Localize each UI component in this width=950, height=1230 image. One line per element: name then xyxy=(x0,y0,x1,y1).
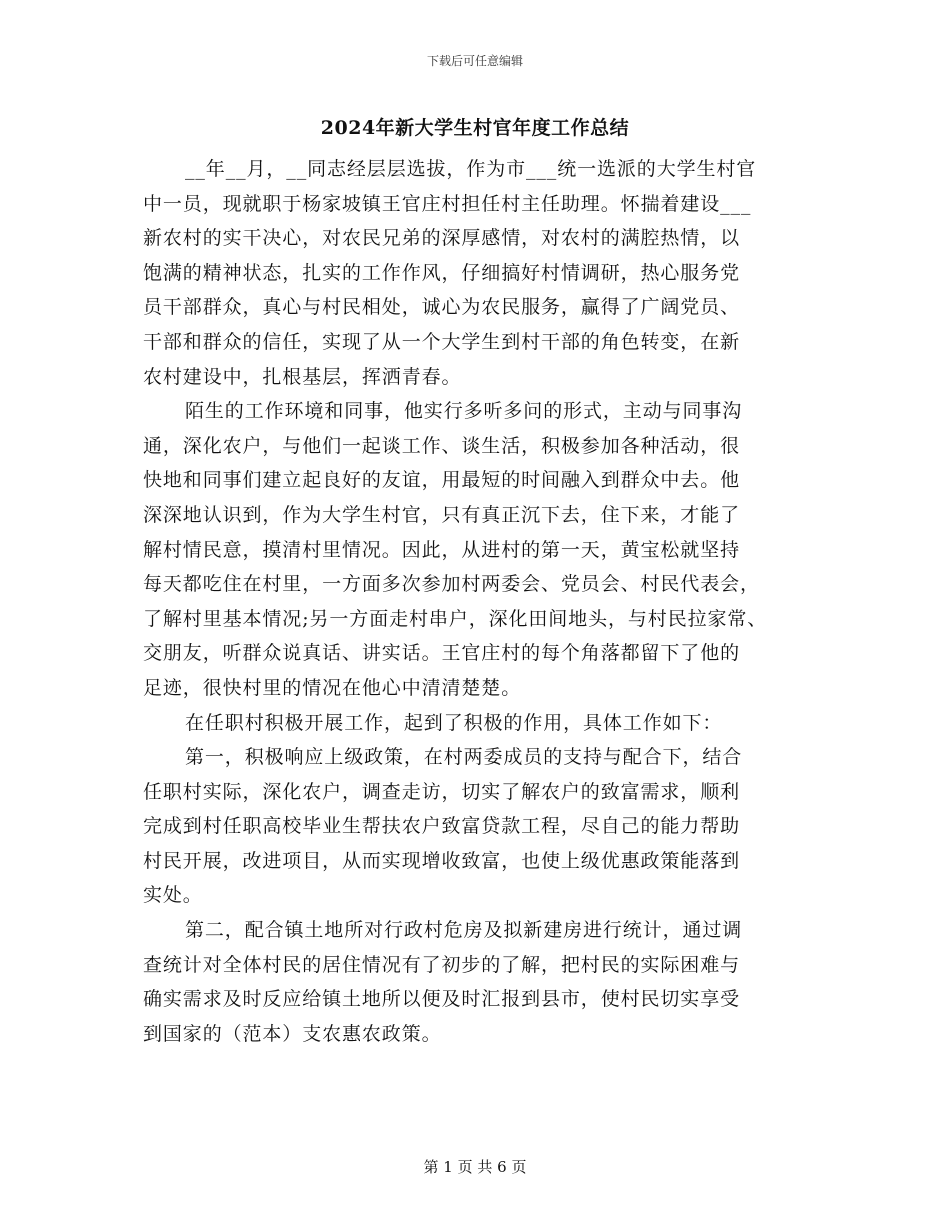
text-line: 员干部群众，真心与村民相处，诚心为农民服务，赢得了广阔党员、 xyxy=(143,296,741,319)
text-line: 村民开展，改进项目，从而实现增收致富，也使上级优惠政策能落到 xyxy=(143,849,741,872)
text-line: 到国家的（范本）支农惠农政策。 xyxy=(143,1022,442,1045)
text-line: 陌生的工作环境和同事，他实行多听多问的形式，主动与同事沟 xyxy=(185,400,743,423)
text-line: 确实需求及时反应给镇土地所以便及时汇报到县市，使村民切实享受 xyxy=(143,988,741,1011)
text-line: 中一员，现就职于杨家坡镇王官庄村担任村主任助理。怀揣着建设___ xyxy=(143,192,752,215)
paragraph-5 xyxy=(143,913,813,1051)
text-line: 实处。 xyxy=(143,884,203,907)
page-number: 第 1 页 共 6 页 xyxy=(423,1158,527,1176)
page-header-note: 下载后可任意编辑 xyxy=(426,54,523,68)
text-line: 完成到村任职高校毕业生帮扶农户致富贷款工程，尽自己的能力帮助 xyxy=(143,815,741,838)
document-title: 2024年新大学生村官年度工作总结 xyxy=(320,117,630,139)
text-line: 饱满的精神状态，扎实的工作作风，仔细搞好村情调研，热心服务党 xyxy=(143,261,741,284)
text-line: 通，深化农户，与他们一起谈工作、谈生活，积极参加各种活动，很 xyxy=(143,434,741,457)
text-line: 了解村里基本情况;另一方面走村串户，深化田间地头，与村民拉家常、 xyxy=(143,607,768,630)
paragraph-4 xyxy=(143,740,813,913)
document-body xyxy=(143,152,813,1051)
text-line: 解村情民意，摸清村里情况。因此，从进村的第一天，黄宝松就坚持 xyxy=(143,538,741,561)
paragraph-3 xyxy=(143,706,813,741)
text-line: 在任职村积极开展工作，起到了积极的作用，具体工作如下： xyxy=(185,711,723,734)
text-line: 第二，配合镇土地所对行政村危房及拟新建房进行统计，通过调 xyxy=(185,919,743,942)
text-line: 新农村的实干决心，对农民兄弟的深厚感情，对农村的满腔热情，以 xyxy=(143,227,741,250)
paragraph-2 xyxy=(143,394,813,705)
text-line: 快地和同事们建立起良好的友谊，用最短的时间融入到群众中去。他 xyxy=(143,469,741,492)
paragraph-1 xyxy=(143,152,813,394)
text-line: 查统计对全体村民的居住情况有了初步的了解，把村民的实际困难与 xyxy=(143,953,741,976)
text-line: __年__月，__同志经层层选拔，作为市___统一选派的大学生村官 xyxy=(185,158,757,180)
text-line: 第一，积极响应上级政策，在村两委成员的支持与配合下，结合 xyxy=(185,746,743,769)
text-line: 每天都吃住在村里，一方面多次参加村两委会、党员会、村民代表会， xyxy=(143,573,760,596)
text-line: 足迹，很快村里的情况在他心中清清楚楚。 xyxy=(143,676,522,699)
text-line: 深深地认识到，作为大学生村官，只有真正沉下去，住下来，才能了 xyxy=(143,503,741,526)
text-line: 干部和群众的信任，实现了从一个大学生到村干部的角色转变，在新 xyxy=(143,330,741,353)
text-line: 交朋友，听群众说真话、讲实话。王官庄村的每个角落都留下了他的 xyxy=(143,642,741,665)
text-line: 农村建设中，扎根基层，挥洒青春。 xyxy=(143,365,462,388)
text-line: 任职村实际，深化农户，调查走访，切实了解农户的致富需求，顺利 xyxy=(143,780,741,803)
